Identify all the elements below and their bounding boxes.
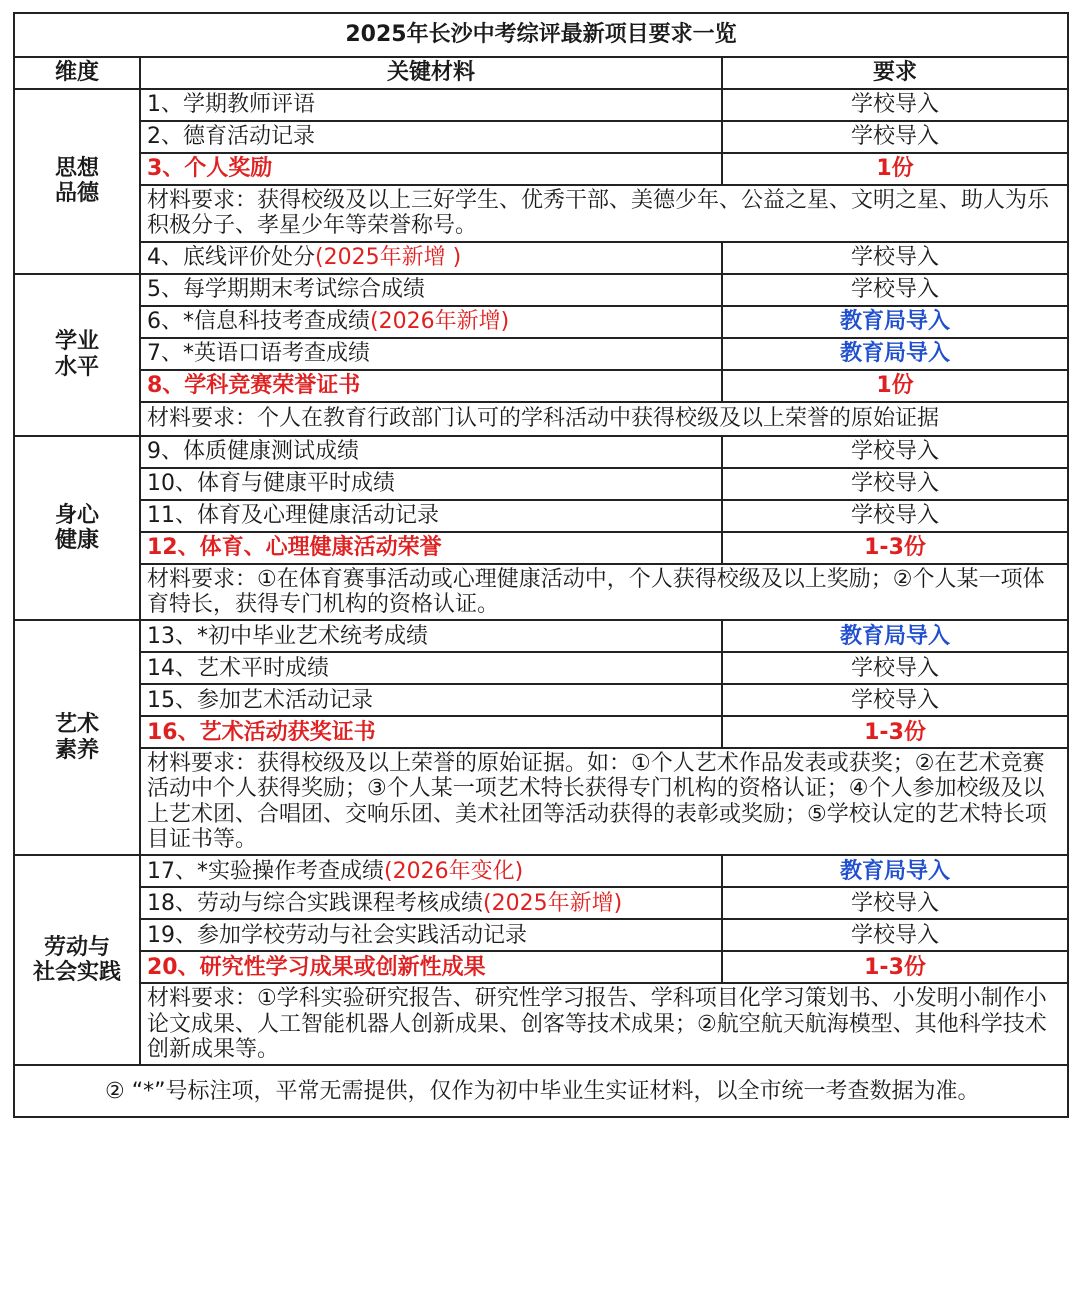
new-tag: (2025年新增)	[483, 890, 623, 916]
material-item: 15、参加艺术活动记录	[140, 684, 722, 716]
dimension-label: 学业	[54, 329, 99, 355]
material-item: 7、*英语口语考查成绩	[140, 338, 722, 370]
dimension-cell	[14, 89, 140, 274]
material-item: 2、德育活动记录	[140, 121, 722, 153]
material-note: 材料要求：获得校级及以上三好学生、优秀干部、美德少年、公益之星、文明之星、助人为乐积极分子、孝星少年等荣誉称号。	[140, 185, 1068, 242]
requirements-table	[13, 12, 1069, 1118]
requirement-value: 学校导入	[722, 684, 1068, 716]
material-item-highlight: 16、艺术活动获奖证书	[140, 716, 722, 748]
table-row	[14, 242, 1068, 274]
requirement-value: 学校导入	[722, 436, 1068, 468]
table-row	[14, 274, 1068, 306]
table-row	[14, 89, 1068, 121]
table-row	[14, 436, 1068, 468]
dimension-cell	[14, 855, 140, 1065]
table-row	[14, 153, 1068, 185]
material-item-highlight: 3、个人奖励	[140, 153, 722, 185]
table-row	[14, 983, 1068, 1065]
material-item: 10、体育与健康平时成绩	[140, 468, 722, 500]
material-item: 11、体育及心理健康活动记录	[140, 500, 722, 532]
requirement-value: 1-3份	[722, 951, 1068, 983]
table-row	[14, 185, 1068, 242]
material-item: 18、劳动与综合实践课程考核成绩(2025年新增)	[140, 887, 722, 919]
requirement-value: 学校导入	[722, 121, 1068, 153]
requirement-value: 学校导入	[722, 468, 1068, 500]
table-row	[14, 716, 1068, 748]
table-row	[14, 370, 1068, 402]
material-item: 19、参加学校劳动与社会实践活动记录	[140, 919, 722, 951]
table-row	[14, 855, 1068, 887]
table-row	[14, 306, 1068, 338]
requirement-value: 学校导入	[722, 500, 1068, 532]
table-row	[14, 338, 1068, 370]
material-item: 9、体质健康测试成绩	[140, 436, 722, 468]
requirement-value: 教育局导入	[722, 620, 1068, 652]
table-row	[14, 468, 1068, 500]
requirement-value: 学校导入	[722, 242, 1068, 274]
dimension-label: 思想	[54, 156, 99, 181]
requirement-value: 学校导入	[722, 89, 1068, 121]
table-row	[14, 951, 1068, 983]
table-row	[14, 652, 1068, 684]
requirement-value: 1份	[722, 370, 1068, 402]
table-row	[14, 748, 1068, 855]
material-note: 材料要求：①学科实验研究报告、研究性学习报告、学科项目化学习策划书、小发明小制作小论文成果、人工智能机器人创新成果、创客等技术成果；②航空航天航海模型、其他科学技术创新成果等。	[140, 983, 1068, 1065]
table-row	[14, 564, 1068, 621]
dimension-cell	[14, 620, 140, 855]
material-note: 材料要求：获得校级及以上荣誉的原始证据。如：①个人艺术作品发表或获奖；②在艺术竞赛活动中个人获得奖励；③个人某一项艺术特长获得专门机构的资格认证；④个人参加校级及以上艺术团、合唱团、交响乐团、美术社团等活动获得的表彰或奖励；⑤学校认定的艺术特长项目证书等。	[140, 748, 1068, 855]
requirement-value: 学校导入	[722, 652, 1068, 684]
material-item: 5、每学期期末考试综合成绩	[140, 274, 722, 306]
requirement-value: 教育局导入	[722, 855, 1068, 887]
table-row	[14, 500, 1068, 532]
requirement-value: 学校导入	[722, 887, 1068, 919]
footer-note: ② “*”号标注项，平常无需提供，仅作为初中毕业生实证材料，以全市统一考查数据为准。	[14, 1065, 1068, 1117]
requirement-value: 1-3份	[722, 532, 1068, 564]
table-row	[14, 620, 1068, 652]
material-note: 材料要求：①在体育赛事活动或心理健康活动中，个人获得校级及以上奖励；②个人某一项体育特长，获得专门机构的资格认证。	[140, 564, 1068, 621]
table-row	[14, 402, 1068, 436]
dimension-label: 艺术	[54, 712, 99, 738]
material-item: 1、学期教师评语	[140, 89, 722, 121]
new-tag: (2025年新增 )	[315, 244, 462, 270]
table-row	[14, 532, 1068, 564]
table-title: 2025年长沙中考综评最新项目要求一览	[14, 13, 1068, 57]
material-item-highlight: 8、学科竞赛荣誉证书	[140, 370, 722, 402]
dimension-label: 健康	[54, 527, 99, 553]
material-item: 13、*初中毕业艺术统考成绩	[140, 620, 722, 652]
dimension-label: 社会实践	[32, 960, 121, 986]
table-row	[14, 919, 1068, 951]
header-dimension: 维度	[14, 57, 140, 89]
requirement-value: 教育局导入	[722, 338, 1068, 370]
dimension-label: 劳动与	[43, 935, 110, 961]
requirement-value: 学校导入	[722, 919, 1068, 951]
dimension-cell	[14, 436, 140, 621]
new-tag: (2026年变化)	[384, 858, 524, 884]
table-row	[14, 887, 1068, 919]
material-item-highlight: 20、研究性学习成果或创新性成果	[140, 951, 722, 983]
material-item: 4、底线评价处分(2025年新增 )	[140, 242, 722, 274]
requirement-value: 教育局导入	[722, 306, 1068, 338]
material-item: 6、*信息科技考查成绩(2026年新增)	[140, 306, 722, 338]
dimension-label: 水平	[54, 354, 99, 380]
dimension-label: 品德	[54, 181, 99, 207]
dimension-label: 素养	[54, 737, 99, 763]
new-tag: (2026年新增)	[370, 308, 510, 334]
material-note: 材料要求：个人在教育行政部门认可的学科活动中获得校级及以上荣誉的原始证据	[140, 402, 1068, 436]
requirement-value: 1-3份	[722, 716, 1068, 748]
requirement-value: 学校导入	[722, 274, 1068, 306]
table-row	[14, 684, 1068, 716]
material-item: 14、艺术平时成绩	[140, 652, 722, 684]
table-row	[14, 121, 1068, 153]
material-item: 17、*实验操作考查成绩(2026年变化)	[140, 855, 722, 887]
material-item-highlight: 12、体育、心理健康活动荣誉	[140, 532, 722, 564]
requirement-value: 1份	[722, 153, 1068, 185]
dimension-label: 身心	[54, 502, 99, 528]
header-requirement: 要求	[722, 57, 1068, 89]
dimension-cell	[14, 274, 140, 436]
header-material: 关键材料	[140, 57, 722, 89]
